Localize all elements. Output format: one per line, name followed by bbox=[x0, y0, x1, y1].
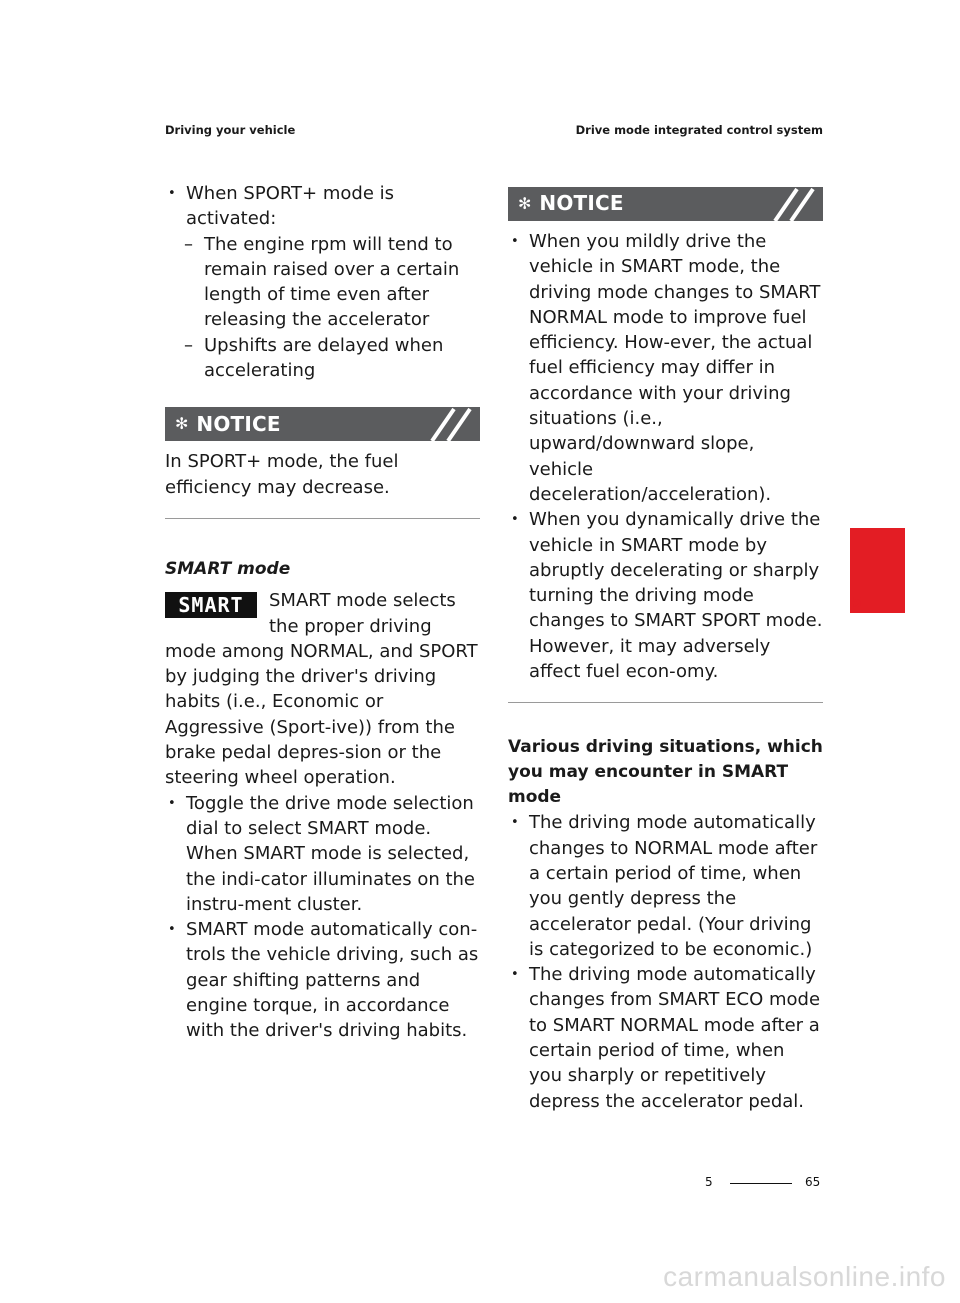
footer-rule bbox=[730, 1183, 792, 1184]
footer-page-number: 65 bbox=[805, 1175, 821, 1189]
sport-plus-dash-item: – The engine rpm will tend to remain raised over a certain length of time even after releasing the accelerator bbox=[165, 232, 480, 333]
notice-list bbox=[508, 229, 823, 684]
chapter-tab-number: 5 bbox=[852, 595, 862, 611]
right-column bbox=[508, 187, 823, 1114]
smart-mode-list bbox=[165, 791, 480, 1044]
sport-plus-dash-list bbox=[165, 232, 480, 384]
notice-title: NOTICE bbox=[539, 191, 624, 216]
notice-bullet: • When you dynamically drive the vehicle in SMART mode by abruptly decelerating or sharply turning the driving mode changes to SMART SPORT mode. However, it may adversely affect fuel econ-omy. bbox=[508, 507, 823, 684]
notice-star-icon: ✻ bbox=[175, 414, 189, 434]
notice-banner bbox=[165, 407, 480, 441]
section-divider bbox=[165, 518, 480, 519]
notice-text: In SPORT+ mode, the fuel efficiency may decrease. bbox=[165, 451, 399, 498]
situations-list bbox=[508, 810, 823, 1114]
notice-title: NOTICE bbox=[196, 411, 281, 436]
diagonal-stripes-icon bbox=[428, 407, 474, 441]
sport-plus-list bbox=[165, 181, 480, 232]
smart-mode-bullet: • SMART mode automatically con-trols the vehicle driving, such as gear shifting patterns and engine torque, in accordance with the driver's driving habits. bbox=[165, 917, 480, 1043]
smart-indicator-icon: SMART bbox=[165, 592, 257, 618]
notice-star-icon: ✻ bbox=[518, 194, 532, 213]
smart-mode-intro-text: SMART mode selects the proper driving mode among NORMAL, and SPORT by judging the driver's driving habits (i.e., Economic or Aggressive (Sport-ive)) from the brake pedal depres-sion or the steering wheel operation. bbox=[165, 590, 478, 789]
situations-heading: Various driving situations, which you may encounter in SMART mode bbox=[508, 737, 823, 808]
notice-bullet: • When you mildly drive the vehicle in SMART mode, the driving mode changes to SMART NORMAL mode to improve fuel efficiency. How-ever, the actual fuel efficiency may differ in accordance with your driving situations (i.e., upward/downward slope, vehicle deceleration/acceleration). bbox=[508, 229, 823, 507]
running-header-title: Drive mode integrated control system bbox=[575, 123, 823, 137]
sport-plus-bullet-text: When SPORT+ mode is activated: bbox=[186, 183, 395, 230]
situations-bullet: • The driving mode automatically changes to NORMAL mode after a certain period of time, when you gently depress the accelerator pedal. (Your driving is categorized to be economic.) bbox=[508, 810, 823, 962]
running-header-section: Driving your vehicle bbox=[165, 123, 296, 137]
sport-plus-dash-item: – Upshifts are delayed when accelerating bbox=[165, 333, 480, 384]
diagonal-stripes-icon bbox=[771, 187, 817, 221]
smart-mode-bullet: • Toggle the drive mode selection dial to select SMART mode. When SMART mode is selected, the indi-cator illuminates on the instru-ment cluster. bbox=[165, 791, 480, 917]
smart-mode-intro bbox=[165, 588, 480, 790]
sport-plus-bullet bbox=[165, 181, 480, 232]
footer-chapter: 5 bbox=[705, 1175, 713, 1189]
watermark: carmanualsonline.info bbox=[663, 1261, 946, 1292]
smart-mode-heading: SMART mode bbox=[165, 558, 291, 579]
notice-banner bbox=[508, 187, 823, 221]
situations-bullet: • The driving mode automatically changes from SMART ECO mode to SMART NORMAL mode after a certain period of time, when you sharply or repetitively depress the accelerator pedal. bbox=[508, 962, 823, 1114]
left-column bbox=[165, 181, 480, 1044]
section-divider bbox=[508, 702, 823, 703]
